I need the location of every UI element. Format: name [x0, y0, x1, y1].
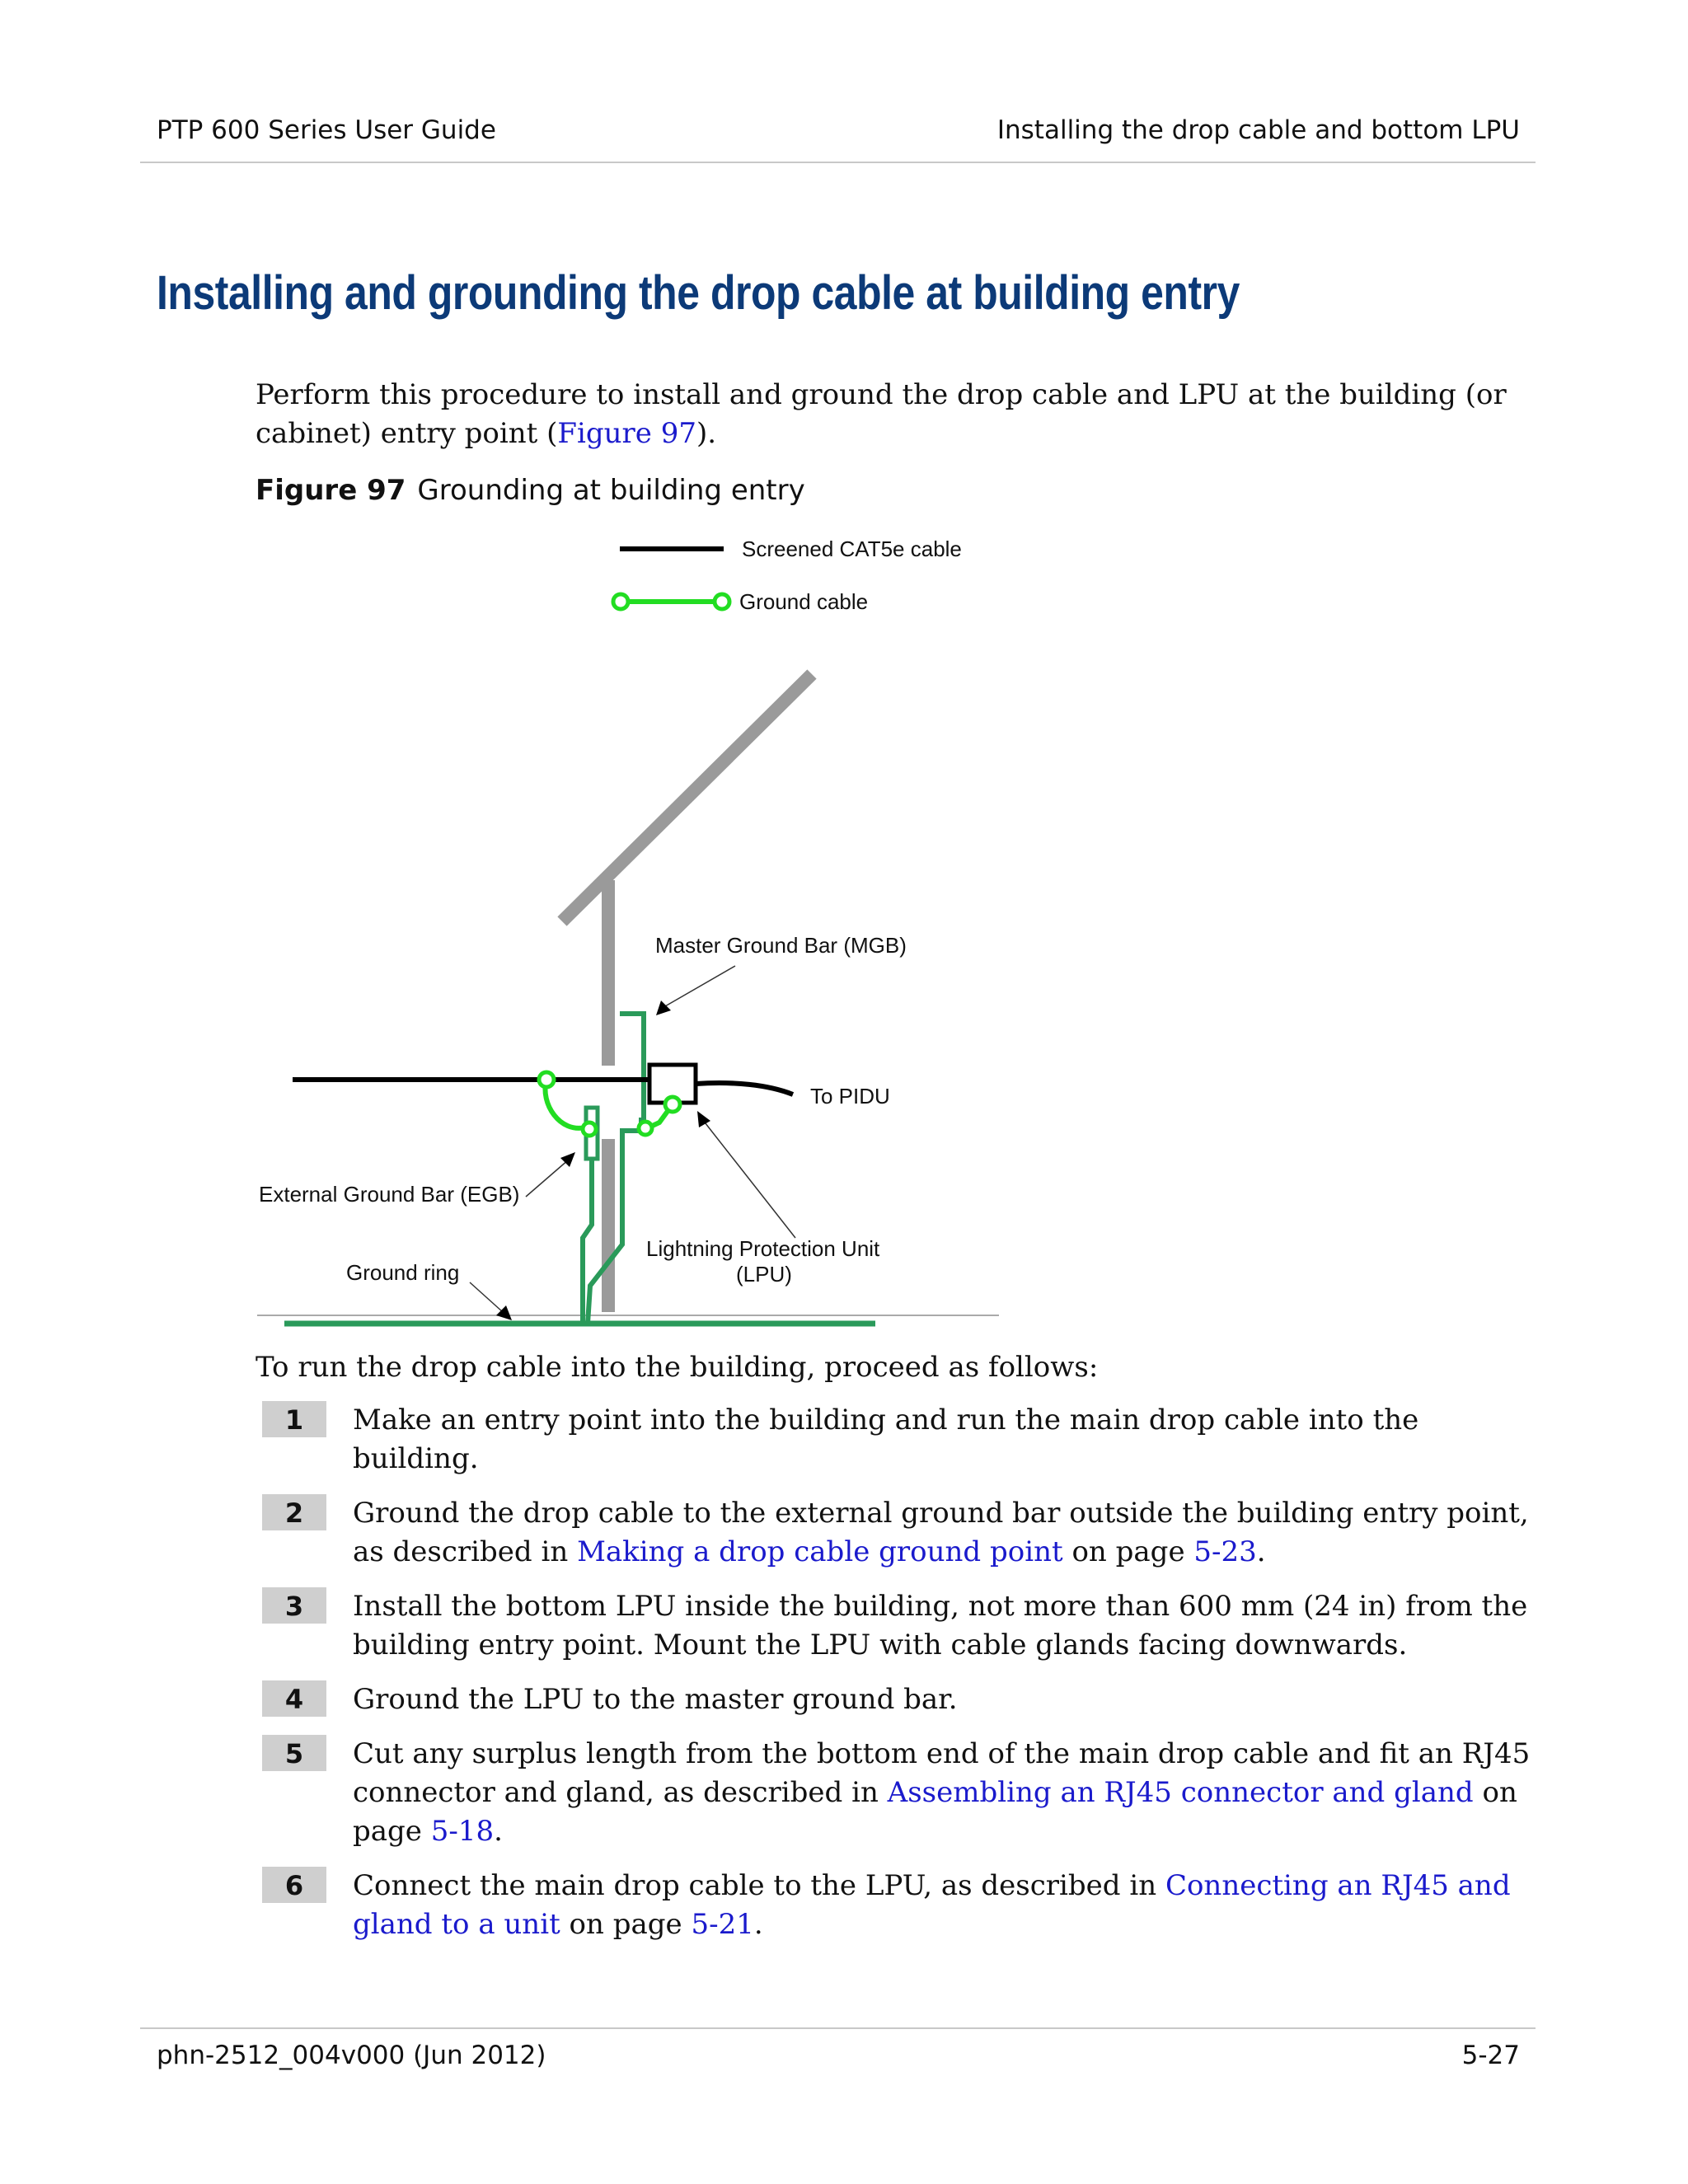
step-text-part: . [1256, 1535, 1266, 1568]
ground-ring-leader [470, 1282, 503, 1312]
building-roof [562, 674, 812, 921]
section-title: Installing and grounding the drop cable at building entry [157, 266, 1240, 320]
legend-screened-cable-label: Screened CAT5e cable [742, 537, 962, 561]
step-text-part: on page [353, 1776, 1517, 1848]
step-1 [262, 1401, 1548, 1479]
step-text: Make an entry point into the building and run the main drop cable into the building. [353, 1404, 1419, 1475]
mgb-arrowhead [656, 1001, 671, 1015]
step-text-part: on page [560, 1908, 692, 1941]
intro-text: Perform this procedure to install and ground the drop cable and LPU at the building (or cabinet) entry point ( [256, 378, 1507, 450]
step-number: 1 [262, 1401, 326, 1437]
step-number: 2 [262, 1494, 326, 1530]
legend-ground-terminal-left [613, 594, 628, 609]
footer-rule [140, 2027, 1536, 2029]
step-text-part: Ground the drop cable to the external ground bar outside the building entry point, as described in [353, 1497, 1529, 1568]
step-number: 4 [262, 1680, 326, 1717]
document-id: phn-2512_004v000 (Jun 2012) [157, 2041, 546, 2070]
legend-ground-cable-label: Ground cable [739, 589, 869, 614]
page-number: 5-27 [1461, 2041, 1520, 2070]
step-number: 3 [262, 1587, 326, 1624]
step-text-part: . [494, 1815, 503, 1848]
step-text [353, 1494, 1548, 1572]
mgb-leader [659, 966, 735, 1010]
running-header-left: PTP 600 Series User Guide [157, 115, 496, 145]
step-text-part: Cut any surplus length from the bottom end of the main drop cable and fit an RJ45 connector and gland, as described in [353, 1737, 1531, 1809]
figure-link[interactable]: Figure 97 [557, 417, 696, 450]
step-3 [262, 1587, 1548, 1665]
step-text: Ground the LPU to the master ground bar. [353, 1683, 958, 1716]
ground-ring-label: Ground ring [346, 1260, 460, 1285]
mgb-terminal [639, 1122, 652, 1135]
intro-paragraph [256, 376, 1541, 453]
page-link[interactable]: 5-21 [691, 1908, 754, 1941]
xref-link[interactable]: Assembling an RJ45 connector and gland [887, 1776, 1474, 1809]
procedure-steps [262, 1401, 1548, 1960]
mgb-label: Master Ground Bar (MGB) [655, 933, 907, 958]
step-text: Install the bottom LPU inside the building, not more than 600 mm (24 in) from the building entry point. Mount the LPU with cable glands facing downwards. [353, 1590, 1528, 1661]
step-number: 5 [262, 1735, 326, 1771]
header-rule [140, 162, 1536, 163]
figure-caption-text: Grounding at building entry [417, 474, 805, 507]
grounding-diagram [247, 527, 1014, 1335]
step-6 [262, 1867, 1548, 1944]
intro-text-end: ). [696, 417, 717, 450]
page-link[interactable]: 5-18 [430, 1815, 495, 1848]
xref-link[interactable]: Making a drop cable ground point [577, 1535, 1063, 1568]
lpu-label-line2: (LPU) [736, 1262, 792, 1286]
step-text [353, 1867, 1548, 1944]
legend-ground-terminal-right [715, 594, 729, 609]
running-header-right: Installing the drop cable and bottom LPU [996, 115, 1520, 145]
lpu-label-line1: Lightning Protection Unit [646, 1236, 880, 1261]
step-text-part: . [753, 1908, 763, 1941]
step-text [353, 1735, 1548, 1851]
step-2 [262, 1494, 1548, 1572]
figure-number: Figure 97 [256, 474, 406, 507]
step-5 [262, 1735, 1548, 1851]
step-4 [262, 1680, 1548, 1719]
mgb-bar [620, 1014, 644, 1122]
to-pidu-label: To PIDU [810, 1084, 890, 1108]
procedure-intro: To run the drop cable into the building, proceed as follows: [256, 1351, 1099, 1384]
step-text-part: Connect the main drop cable to the LPU, as described in [353, 1869, 1165, 1902]
lpu-leader [702, 1119, 795, 1238]
egb-label: External Ground Bar (EGB) [259, 1182, 520, 1207]
step-number: 6 [262, 1867, 326, 1903]
lpu-ground-terminal [665, 1097, 680, 1112]
xref-link[interactable]: Connecting an RJ45 and gland to a unit [353, 1869, 1511, 1941]
cable-to-pidu [696, 1083, 793, 1094]
egb-leader [526, 1160, 569, 1197]
egb-terminal [583, 1122, 596, 1136]
lpu-arrowhead [697, 1111, 710, 1127]
figure-caption [256, 474, 805, 507]
step-text-part: on page [1062, 1535, 1194, 1568]
drop-cable-ground-terminal [539, 1072, 554, 1087]
page-link[interactable]: 5-23 [1193, 1535, 1257, 1568]
